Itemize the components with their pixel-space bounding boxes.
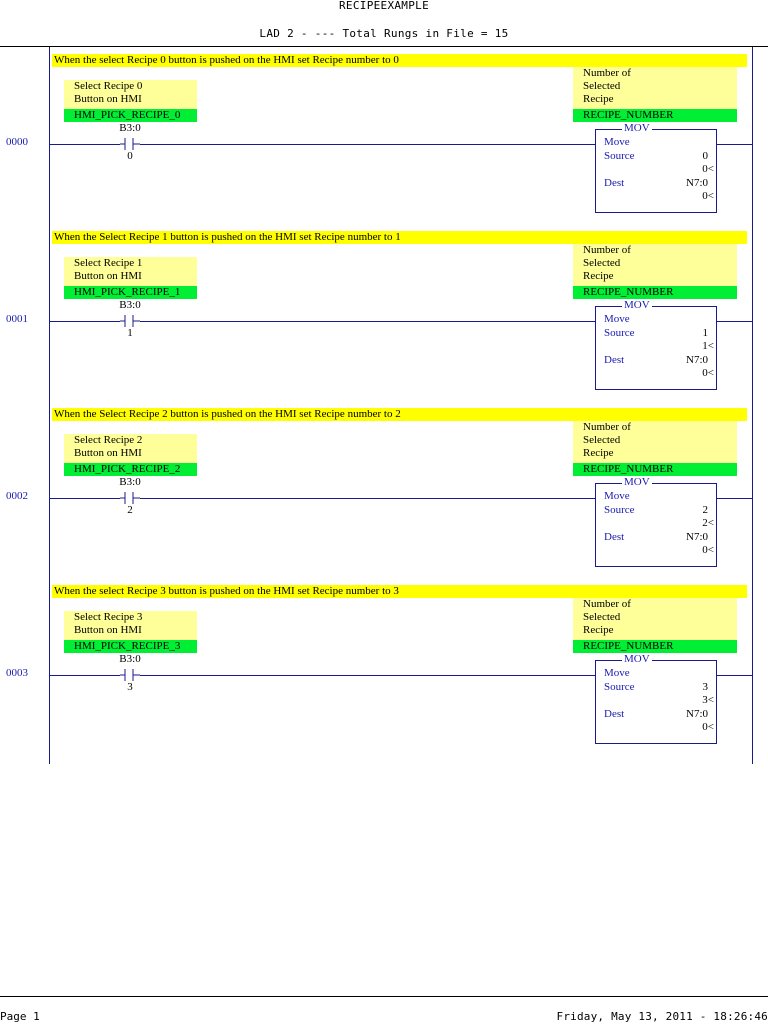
output-description-line2: Selected: [583, 80, 621, 92]
contact-description-line2: Button on HMI: [74, 270, 142, 282]
contact-bit: 3: [127, 681, 133, 693]
output-description-line2: Selected: [583, 257, 621, 269]
mov-source-current: 3<: [702, 694, 714, 706]
contact-bit: 1: [127, 327, 133, 339]
page-number: Page 1: [0, 1010, 40, 1023]
rung-comment: When the Select Recipe 1 button is pushed on the HMI set Recipe number to 1: [52, 231, 747, 244]
mov-source-label: Source: [604, 327, 635, 339]
mov-source-current: 1<: [702, 340, 714, 352]
mov-source-value[interactable]: 3: [702, 681, 708, 693]
contact-bit: 2: [127, 504, 133, 516]
mov-source-label: Source: [604, 681, 635, 693]
rung-comment: When the select Recipe 0 button is pushed on the HMI set Recipe number to 0: [52, 54, 747, 67]
output-description-line2: Selected: [583, 434, 621, 446]
mov-source-value[interactable]: 2: [702, 504, 708, 516]
rung-wire-right: [717, 498, 752, 499]
mov-name: Move: [604, 136, 630, 148]
rung-comment: When the Select Recipe 2 button is pushed on the HMI set Recipe number to 2: [52, 408, 747, 421]
rung-wire-middle: [140, 144, 595, 145]
mov-dest-value[interactable]: N7:0: [686, 177, 708, 189]
output-symbol: RECIPE_NUMBER: [573, 463, 737, 476]
output-symbol: RECIPE_NUMBER: [573, 640, 737, 653]
rung-wire-left: [49, 321, 120, 322]
rung-0000[interactable]: [0, 47, 768, 224]
mov-dest-label: Dest: [604, 354, 625, 366]
output-description-line2: Selected: [583, 611, 621, 623]
mov-source-current: 2<: [702, 517, 714, 529]
output-description-line3: Recipe: [583, 624, 614, 636]
rung-wire-left: [49, 498, 120, 499]
mov-dest-current: 0<: [702, 721, 714, 733]
contact-symbol: HMI_PICK_RECIPE_3: [64, 640, 197, 653]
output-description: [573, 598, 737, 640]
rung-wire-right: [717, 144, 752, 145]
output-description: [573, 244, 737, 286]
output-description-line1: Number of: [583, 67, 631, 79]
rung-0001[interactable]: [0, 224, 768, 401]
mov-dest-value[interactable]: N7:0: [686, 354, 708, 366]
contact-description-line1: Select Recipe 3: [74, 611, 143, 623]
contact-address[interactable]: B3:0: [119, 653, 141, 665]
rung-comment: When the select Recipe 3 button is pushed on the HMI set Recipe number to 3: [52, 585, 747, 598]
mov-source-label: Source: [604, 504, 635, 516]
rung-0002[interactable]: [0, 401, 768, 578]
rung-wire-left: [49, 144, 120, 145]
mov-mnemonic: MOV: [624, 299, 650, 311]
rung-number[interactable]: 0000: [6, 136, 28, 148]
output-description-line3: Recipe: [583, 270, 614, 282]
output-description: [573, 67, 737, 109]
rung-wire-middle: [140, 321, 595, 322]
mov-mnemonic: MOV: [624, 122, 650, 134]
mov-mnemonic: MOV: [624, 653, 650, 665]
mov-dest-label: Dest: [604, 531, 625, 543]
contact-description: [64, 257, 197, 286]
rung-wire-right: [717, 321, 752, 322]
mov-dest-current: 0<: [702, 544, 714, 556]
mov-dest-current: 0<: [702, 367, 714, 379]
mov-dest-current: 0<: [702, 190, 714, 202]
mov-source-current: 0<: [702, 163, 714, 175]
contact-description: [64, 80, 197, 109]
contact-symbol: HMI_PICK_RECIPE_1: [64, 286, 197, 299]
output-description-line3: Recipe: [583, 447, 614, 459]
contact-symbol: HMI_PICK_RECIPE_2: [64, 463, 197, 476]
mov-dest-label: Dest: [604, 708, 625, 720]
contact-address[interactable]: B3:0: [119, 476, 141, 488]
output-description-line1: Number of: [583, 598, 631, 610]
output-description-line1: Number of: [583, 244, 631, 256]
contact-description-line1: Select Recipe 2: [74, 434, 143, 446]
contact-description-line2: Button on HMI: [74, 93, 142, 105]
mov-source-value[interactable]: 0: [702, 150, 708, 162]
contact-description-line2: Button on HMI: [74, 624, 142, 636]
mov-source-label: Source: [604, 150, 635, 162]
contact-address[interactable]: B3:0: [119, 299, 141, 311]
output-description-line3: Recipe: [583, 93, 614, 105]
mov-name: Move: [604, 490, 630, 502]
output-symbol: RECIPE_NUMBER: [573, 286, 737, 299]
rung-number[interactable]: 0003: [6, 667, 28, 679]
rung-wire-left: [49, 675, 120, 676]
contact-description-line1: Select Recipe 0: [74, 80, 143, 92]
contact-address[interactable]: B3:0: [119, 122, 141, 134]
contact-description-line2: Button on HMI: [74, 447, 142, 459]
mov-dest-label: Dest: [604, 177, 625, 189]
contact-symbol: HMI_PICK_RECIPE_0: [64, 109, 197, 122]
file-subtitle: LAD 2 - --- Total Rungs in File = 15: [259, 27, 509, 40]
rung-wire-middle: [140, 498, 595, 499]
output-description: [573, 421, 737, 463]
print-timestamp: Friday, May 13, 2011 - 18:26:46: [556, 1010, 768, 1023]
file-title: RECIPEEXAMPLE: [339, 0, 429, 12]
output-description-line1: Number of: [583, 421, 631, 433]
contact-description-line1: Select Recipe 1: [74, 257, 143, 269]
output-symbol: RECIPE_NUMBER: [573, 109, 737, 122]
mov-name: Move: [604, 313, 630, 325]
rung-wire-middle: [140, 675, 595, 676]
rung-wire-right: [717, 675, 752, 676]
contact-bit: 0: [127, 150, 133, 162]
rung-0003[interactable]: [0, 578, 768, 755]
mov-mnemonic: MOV: [624, 476, 650, 488]
contact-description: [64, 611, 197, 640]
rung-number[interactable]: 0001: [6, 313, 28, 325]
rung-number[interactable]: 0002: [6, 490, 28, 502]
mov-dest-value[interactable]: N7:0: [686, 531, 708, 543]
mov-name: Move: [604, 667, 630, 679]
contact-description: [64, 434, 197, 463]
footer-divider: [0, 996, 768, 997]
mov-dest-value[interactable]: N7:0: [686, 708, 708, 720]
mov-source-value[interactable]: 1: [702, 327, 708, 339]
